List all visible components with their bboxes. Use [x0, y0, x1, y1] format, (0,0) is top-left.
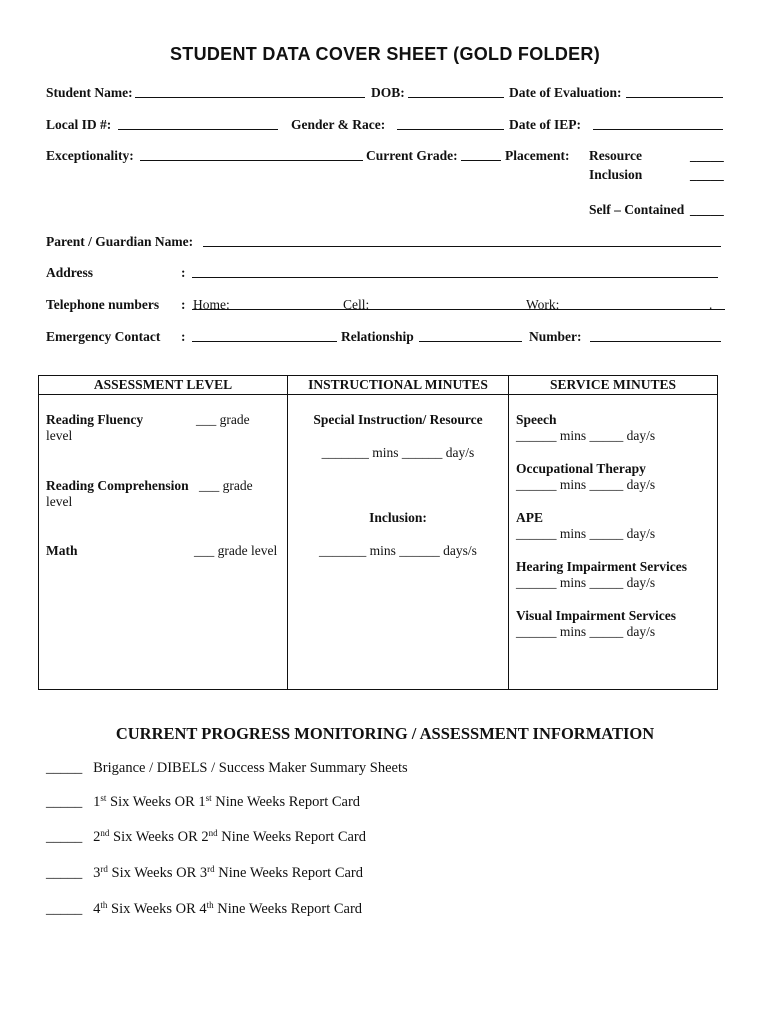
ordinal-suffix: st: [100, 793, 107, 803]
reading-comp-level: level: [46, 494, 73, 509]
math-grade[interactable]: ___ grade level: [194, 543, 278, 558]
checkbox-blank[interactable]: _____: [46, 829, 83, 845]
progress-item-text: Six Weeks OR 4: [107, 901, 207, 917]
progress-item-5: [46, 901, 362, 918]
special-instruction-label: Special Instruction/ Resource: [313, 412, 483, 427]
checkbox-blank[interactable]: _____: [46, 865, 83, 881]
self-contained-label: Self – Contained: [589, 202, 685, 217]
ordinal-number: 3: [93, 865, 101, 881]
date-iep-label: Date of IEP:: [509, 117, 581, 132]
local-id-field[interactable]: [118, 117, 278, 130]
progress-item-2: [46, 794, 360, 811]
resource-label: Resource: [589, 148, 642, 163]
telephone-underline[interactable]: [192, 297, 725, 310]
ordinal-number: 1: [93, 794, 101, 810]
special-instruction-mins[interactable]: _______ mins ______ day/s: [321, 445, 475, 460]
speech-label: Speech: [516, 412, 557, 427]
telephone-label: Telephone numbers: [46, 297, 160, 312]
progress-item-text: Six Weeks OR 3: [107, 865, 208, 881]
progress-item-3: [46, 829, 366, 846]
emergency-contact-field[interactable]: [192, 329, 337, 342]
home-label: Home:: [193, 297, 230, 312]
date-eval-label: Date of Evaluation:: [509, 85, 622, 100]
self-contained-blank[interactable]: _____: [690, 202, 724, 217]
services-table: [38, 375, 718, 690]
address-colon: :: [181, 265, 186, 280]
instructional-cell: [288, 395, 509, 690]
checkbox-blank[interactable]: _____: [46, 794, 83, 810]
progress-heading: CURRENT PROGRESS MONITORING / ASSESSMENT INFORMATION: [115, 724, 655, 743]
exceptionality-label: Exceptionality:: [46, 148, 134, 163]
emergency-label: Emergency Contact: [46, 329, 161, 344]
parent-field[interactable]: [203, 234, 721, 247]
work-label: Work:: [526, 297, 560, 312]
relationship-label: Relationship: [341, 329, 414, 344]
speech-mins[interactable]: ______ mins _____ day/s: [516, 428, 656, 443]
inclusion-mins[interactable]: _______ mins ______ days/s: [319, 543, 477, 558]
gender-race-field[interactable]: [397, 117, 504, 130]
math-label: Math: [46, 543, 78, 558]
relationship-field[interactable]: [419, 329, 522, 342]
progress-item-text: Six Weeks OR 1: [106, 794, 206, 810]
emergency-colon: :: [181, 329, 186, 344]
address-label: Address: [46, 265, 94, 280]
progress-item-1: [46, 760, 408, 777]
exceptionality-field[interactable]: [140, 148, 363, 161]
ordinal-suffix: rd: [100, 864, 108, 874]
hearing-mins[interactable]: ______ mins _____ day/s: [516, 575, 656, 590]
progress-item-text: Nine Weeks Report Card: [214, 865, 364, 881]
ordinal-suffix: nd: [208, 828, 218, 838]
current-grade-field[interactable]: [461, 148, 501, 161]
progress-item-text: Six Weeks OR 2: [109, 829, 209, 845]
progress-item-text: Nine Weeks Report Card: [217, 829, 367, 845]
progress-item-text: Nine Weeks Report Card: [211, 794, 361, 810]
ot-label: Occupational Therapy: [516, 461, 646, 476]
assessment-cell: [39, 395, 288, 690]
ordinal-suffix: th: [206, 900, 214, 910]
placement-label: Placement:: [505, 148, 570, 163]
parent-label: Parent / Guardian Name:: [46, 234, 194, 249]
service-cell: [509, 395, 718, 690]
reading-fluency-grade[interactable]: ___ grade: [196, 412, 250, 427]
reading-comp-grade[interactable]: ___ grade: [199, 478, 253, 493]
progress-item-4: [46, 865, 363, 882]
current-grade-label: Current Grade:: [366, 148, 458, 163]
telephone-period: .: [709, 297, 713, 312]
dob-label: DOB:: [371, 85, 405, 100]
checkbox-blank[interactable]: _____: [46, 901, 83, 917]
assessment-level-header: ASSESSMENT LEVEL: [39, 376, 288, 395]
ordinal-number: 4: [93, 901, 101, 917]
resource-blank[interactable]: _____: [690, 148, 724, 163]
visual-mins[interactable]: ______ mins _____ day/s: [516, 624, 656, 639]
local-id-label: Local ID #:: [46, 117, 112, 132]
visual-label: Visual Impairment Services: [516, 608, 676, 623]
date-eval-field[interactable]: [626, 85, 723, 98]
checkbox-blank[interactable]: _____: [46, 760, 83, 776]
inclusion-minutes-label: Inclusion:: [369, 510, 427, 525]
page-title: STUDENT DATA COVER SHEET (GOLD FOLDER): [169, 44, 601, 64]
inclusion-blank[interactable]: _____: [690, 167, 724, 182]
reading-fluency-level: level: [46, 428, 73, 443]
instructional-minutes-header: INSTRUCTIONAL MINUTES: [288, 376, 509, 395]
reading-fluency-label: Reading Fluency: [46, 412, 144, 427]
student-name-label: Student Name:: [46, 85, 133, 100]
telephone-colon: :: [181, 297, 186, 312]
address-field[interactable]: [192, 265, 718, 278]
progress-item-text: Nine Weeks Report Card: [213, 901, 363, 917]
ordinal-suffix: nd: [100, 828, 110, 838]
cell-label: Cell:: [343, 297, 370, 312]
ape-label: APE: [516, 510, 543, 525]
ordinal-suffix: rd: [207, 864, 215, 874]
ape-mins[interactable]: ______ mins _____ day/s: [516, 526, 656, 541]
date-iep-field[interactable]: [593, 117, 723, 130]
progress-item-text: Brigance / DIBELS / Success Maker Summary Sheets: [93, 760, 408, 776]
ordinal-suffix: st: [205, 793, 212, 803]
reading-comp-label: Reading Comprehension: [46, 478, 189, 493]
number-field[interactable]: [590, 329, 721, 342]
ordinal-suffix: th: [100, 900, 108, 910]
number-label: Number:: [529, 329, 582, 344]
student-name-field[interactable]: [135, 85, 365, 98]
dob-field[interactable]: [408, 85, 504, 98]
ordinal-number: 2: [93, 829, 101, 845]
inclusion-label: Inclusion: [589, 167, 643, 182]
service-minutes-header: SERVICE MINUTES: [509, 376, 718, 395]
hearing-label: Hearing Impairment Services: [516, 559, 687, 574]
gender-race-label: Gender & Race:: [291, 117, 386, 132]
ot-mins[interactable]: ______ mins _____ day/s: [516, 477, 656, 492]
